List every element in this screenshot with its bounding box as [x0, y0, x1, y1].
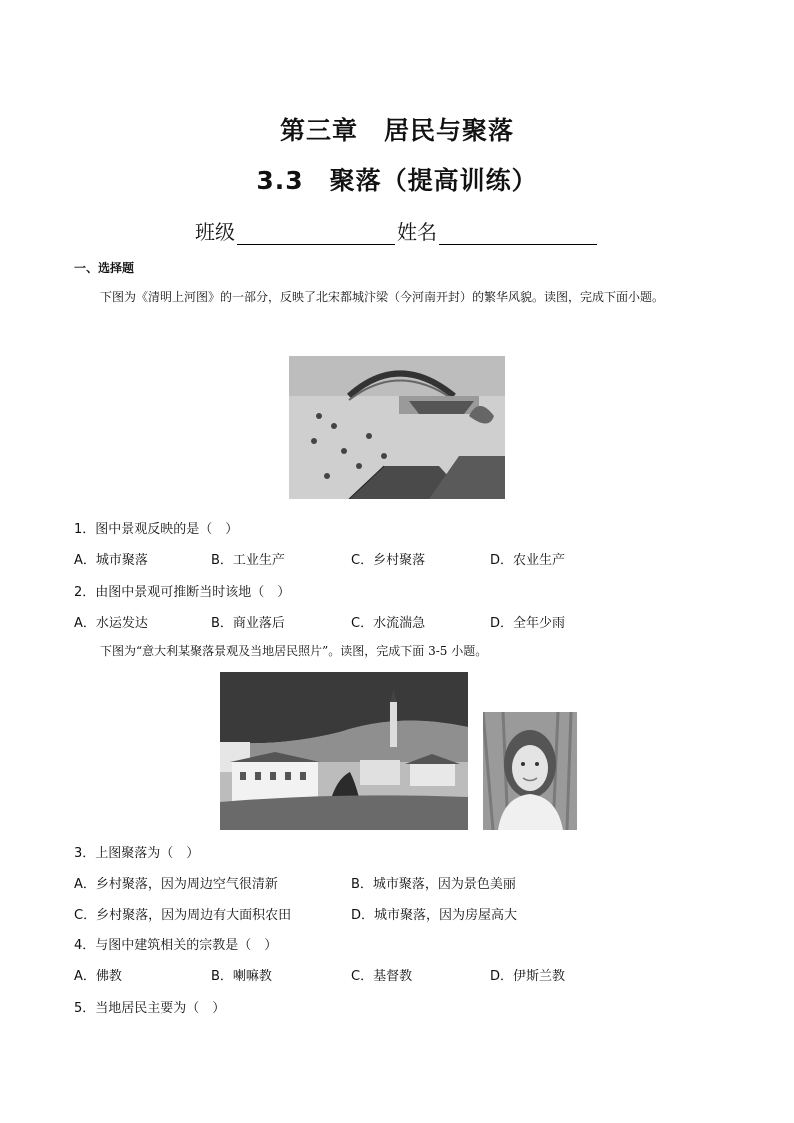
q2-option-c[interactable]: C．水流湍急 — [351, 616, 426, 631]
student-info-row — [0, 216, 794, 245]
name-blank[interactable] — [439, 224, 597, 245]
resident-girl-photo — [483, 712, 577, 830]
question-2-stem: 2．由图中景观可推断当时该地（ ） — [74, 585, 291, 600]
q3-option-d[interactable]: D．城市聚落，因为房屋高大 — [351, 908, 518, 923]
intro-paragraph-2: 下图为“意大利某聚落景观及当地居民照片”。读图，完成下面 3-5 小题。 — [100, 644, 488, 658]
intro-paragraph-1: 下图为《清明上河图》的一部分，反映了北宋都城汴梁（今河南开封）的繁华风貌。读图，完成下面小题。 — [100, 290, 665, 304]
lesson-title: 3.3 聚落（提高训练） — [256, 166, 538, 195]
question-1-stem: 1．图中景观反映的是（ ） — [74, 522, 239, 537]
q4-option-d[interactable]: D．伊斯兰教 — [490, 969, 566, 984]
q4-option-c[interactable]: C．基督教 — [351, 969, 413, 984]
class-label: 班级 — [195, 220, 235, 244]
q4-option-b[interactable]: B．喇嘛教 — [211, 969, 272, 984]
q3-option-c[interactable]: C．乡村聚落，因为周边有大面积农田 — [74, 908, 292, 923]
question-4-stem: 4．与图中建筑相关的宗教是（ ） — [74, 938, 278, 953]
q1-option-b[interactable]: B．工业生产 — [211, 553, 285, 568]
class-blank[interactable] — [237, 224, 395, 245]
q2-option-d[interactable]: D．全年少雨 — [490, 616, 566, 631]
q2-option-b[interactable]: B．商业落后 — [211, 616, 285, 631]
q1-option-d[interactable]: D．农业生产 — [490, 553, 566, 568]
q3-option-b[interactable]: B．城市聚落，因为景色美丽 — [351, 877, 516, 892]
q2-option-a[interactable]: A．水运发达 — [74, 616, 148, 631]
question-3-stem: 3．上图聚落为（ ） — [74, 846, 200, 861]
italian-village-image — [220, 672, 468, 830]
qingming-painting-image — [289, 356, 505, 499]
name-label: 姓名 — [397, 220, 437, 244]
q4-option-a[interactable]: A．佛教 — [74, 969, 122, 984]
q1-option-a[interactable]: A．城市聚落 — [74, 553, 148, 568]
section-heading: 一、选择题 — [74, 261, 135, 275]
q3-option-a[interactable]: A．乡村聚落，因为周边空气很清新 — [74, 877, 278, 892]
chapter-title: 第三章 居民与聚落 — [279, 116, 514, 145]
question-5-stem: 5．当地居民主要为（ ） — [74, 1001, 226, 1016]
q1-option-c[interactable]: C．乡村聚落 — [351, 553, 426, 568]
